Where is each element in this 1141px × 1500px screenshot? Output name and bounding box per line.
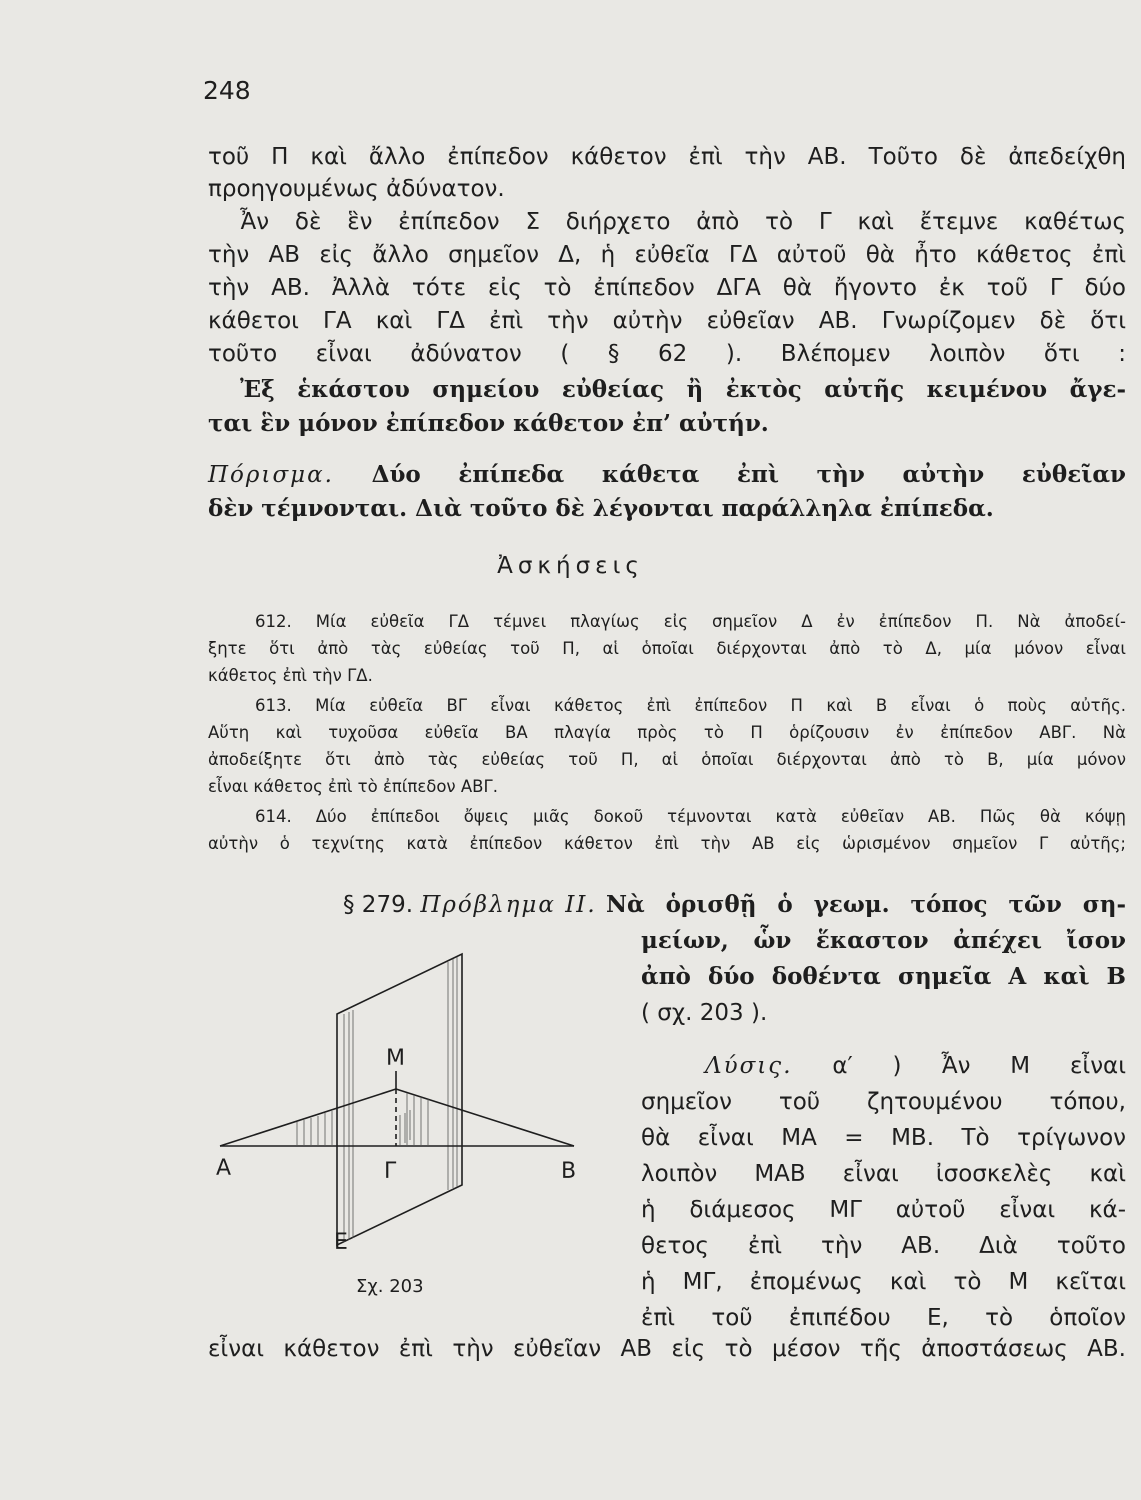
text-line: τὴν ΑΒ. Ἀλλὰ τότε εἰς τὸ ἐπίπεδον ΔΓΑ θὰ ἤγοντο ἐκ τοῦ Γ δύο — [208, 275, 1126, 301]
exercise-line: Αὕτη καὶ τυχοῦσα εὐθεῖα ΒΑ πλαγία πρὸς τὸ Π ὁρίζουσιν ἐν ἐπίπεδον ΑΒΓ. Νὰ — [208, 723, 1126, 742]
exercise-line: 614. Δύο ἐπίπεδοι ὄψεις μιᾶς δοκοῦ τέμνονται κατὰ εὐθεῖαν ΑΒ. Πῶς θὰ κόψῃ — [255, 807, 1126, 826]
label-b: Β — [561, 1159, 577, 1184]
segment-am — [220, 1089, 396, 1146]
corollary-label: Πόρισμα. — [208, 462, 334, 488]
exercise-line: αὐτὴν ὁ τεχνίτης κατὰ ἐπίπεδον κάθετον ἐπὶ τὴν ΑΒ εἰς ὡρισμένον σημεῖον Γ αὐτῆς; — [208, 834, 1126, 853]
text-line: Ἆν δὲ ἓν ἐπίπεδον Σ διήρχετο ἀπὸ τὸ Γ καὶ ἔτεμνε καθέτως — [240, 209, 1126, 235]
corollary-text: Δύο ἐπίπεδα κάθετα ἐπὶ τὴν αὐτὴν εὐθεῖαν — [371, 461, 1126, 488]
exercise-line: κάθετος ἐπὶ τὴν ΓΔ. — [208, 666, 373, 685]
text-line: τὴν ΑΒ εἰς ἄλλο σημεῖον Δ, ἡ εὐθεῖα ΓΔ αὐτοῦ θὰ ἦτο κάθετος ἐπὶ — [208, 242, 1126, 268]
plane-e — [337, 954, 462, 1245]
figure-reference: ( σχ. 203 ). — [641, 1000, 768, 1026]
figure-caption: Σχ. 203 — [356, 1276, 424, 1297]
label-a: Α — [216, 1156, 232, 1181]
solution-line: ἡ διάμεσος ΜΓ αὐτοῦ εἶναι κά- — [641, 1197, 1126, 1223]
exercise-line: 613. Μία εὐθεῖα ΒΓ εἶναι κάθετος ἐπὶ ἐπίπεδον Π καὶ Β εἶναι ὁ ποὺς αὐτῆς. — [255, 696, 1126, 715]
problem-statement-line: Νὰ ὁρισθῇ ὁ γεωμ. τόπος τῶν ση- — [606, 891, 1126, 918]
text-line: κάθετοι ΓΑ καὶ ΓΔ ἐπὶ τὴν αὐτὴν εὐθεῖαν ΑΒ. Γνωρίζομεν δὲ ὅτι — [208, 308, 1126, 334]
corollary-line: δὲν τέμνονται. Διὰ τοῦτο δὲ λέγονται παράλληλα ἐπίπεδα. — [208, 495, 994, 522]
solution-line: λοιπὸν ΜΑΒ εἶναι ἰσοσκελὲς καὶ — [641, 1161, 1126, 1187]
problem-statement-line: μείων, ὧν ἕκαστον ἀπέχει ἴσον — [641, 927, 1126, 954]
solution-line — [705, 1048, 1126, 1084]
text-line: τοῦτο εἶναι ἀδύνατον ( § 62 ). Βλέπομεν λοιπὸν ὅτι : — [208, 341, 1126, 367]
problem-label: Πρόβλημα ΙΙ. — [420, 892, 597, 918]
exercise-line: εἶναι κάθετος ἐπὶ τὸ ἐπίπεδον ΑΒΓ. — [208, 777, 498, 796]
exercise-line: ξητε ὅτι ἀπὸ τὰς εὐθείας τοῦ Π, αἱ ὁποῖαι διέρχονται ἀπὸ τὸ Δ, μία μόνον εἶναι — [208, 639, 1126, 658]
label-g: Γ — [384, 1159, 397, 1184]
solution-text: α′ ) Ἆν Μ εἶναι — [832, 1053, 1126, 1079]
label-e: Ε — [334, 1230, 348, 1255]
text-line: προηγουμένως ἀδύνατον. — [208, 176, 505, 202]
page-number: 248 — [203, 76, 251, 105]
exercise-line: ἀποδείξητε ὅτι ἀπὸ τὰς εὐθείας τοῦ Π, αἱ ὁποῖαι διέρχονται ἀπὸ τὸ Β, μία μόνον — [208, 750, 1126, 769]
problem-statement-line: ἀπὸ δύο δοθέντα σημεῖα Α καὶ Β — [641, 963, 1126, 990]
theorem-line: Ἐξ ἑκάστου σημείου εὐθείας ἢ ἐκτὸς αὐτῆς κειμένου ἄγε- — [240, 376, 1126, 403]
text-line: τοῦ Π καὶ ἄλλο ἐπίπεδον κάθετον ἐπὶ τὴν ΑΒ. Τοῦτο δὲ ἀπεδείχθη — [208, 144, 1126, 170]
solution-line: θὰ εἶναι ΜΑ = ΜΒ. Τὸ τρίγωνον — [641, 1125, 1126, 1151]
segment-mb — [396, 1089, 574, 1146]
problem-header — [343, 887, 597, 923]
label-m: Μ — [386, 1046, 405, 1071]
solution-label: Λύσις. — [705, 1053, 793, 1079]
figure-203 — [212, 950, 592, 1275]
section-number: § 279. — [343, 892, 414, 918]
theorem-line: ται ἓν μόνον ἐπίπεδον κάθετον ἐπ’ αὐτήν. — [208, 410, 769, 437]
solution-line: ἐπὶ τοῦ ἐπιπέδου Ε, τὸ ὁποῖον — [641, 1305, 1126, 1331]
exercises-heading: Ἀσκήσεις — [497, 553, 644, 579]
solution-last-line: εἶναι κάθετον ἐπὶ τὴν εὐθεῖαν ΑΒ εἰς τὸ μέσον τῆς ἀποστάσεως ΑΒ. — [208, 1336, 1126, 1362]
corollary-line — [208, 459, 1126, 491]
solution-line: θετος ἐπὶ τὴν ΑΒ. Διὰ τοῦτο — [641, 1233, 1126, 1259]
exercise-line: 612. Μία εὐθεῖα ΓΔ τέμνει πλαγίως εἰς σημεῖον Δ ἐν ἐπίπεδον Π. Νὰ ἀποδεί- — [255, 612, 1126, 631]
solution-line: σημεῖον τοῦ ζητουμένου τόπου, — [641, 1089, 1126, 1115]
solution-line: ἡ ΜΓ, ἐπομένως καὶ τὸ Μ κεῖται — [641, 1269, 1126, 1295]
